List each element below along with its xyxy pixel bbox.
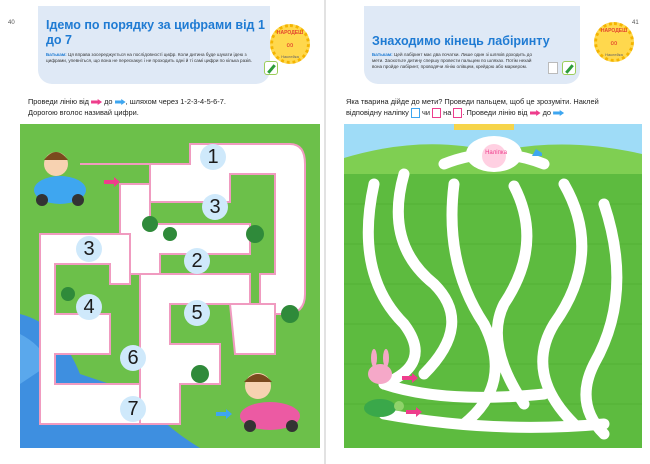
maze-number-6: 6 [120, 345, 146, 371]
sticker-small-icon [411, 108, 420, 118]
left-page-title: Ідемо по порядку за цифрами від 1 до 7 [46, 18, 265, 47]
sticker-badge-right[interactable] [594, 22, 634, 62]
goal-sticker-label: Наліпка [485, 150, 507, 156]
sticker-icon [548, 62, 558, 74]
right-page-title: Знаходимо кінець лабіринту [372, 34, 550, 48]
note-label: Батькам: [372, 52, 393, 57]
sticker-badge-left[interactable] [270, 24, 310, 64]
goal-banner [454, 124, 514, 130]
blue-arrow-icon [553, 110, 564, 116]
instr-text: чи [422, 108, 430, 117]
right-instruction [346, 96, 644, 118]
badge-title: НАРОДЕШ [600, 28, 628, 34]
maze-number-4: 4 [76, 294, 102, 320]
note-text: Ця вправа зосереджується на послідовності цифр. Коли дитина буде шукати ідею з цифрами, упевніться, що вона не перескакує і не проходить одні й ті самі цифри по кілька разів. [46, 52, 252, 63]
goal-sticker-spot[interactable] [482, 144, 506, 168]
glasses-icon: ∞ [286, 40, 294, 51]
note-text: Цей лабіринт має два початки. Лише один зі шляхів доходить до мети. Заохотьте дитину спершу провести пальцем по шляхах. Потім нехай вона пройде лабіринт, проводячи лінію олівцем, крейдою або маркером. [372, 52, 533, 69]
note-label: Батькам: [46, 52, 67, 57]
left-header-panel [38, 6, 270, 84]
page-number-left: 40 [8, 20, 15, 26]
instr-text: відповідну наліпку [346, 108, 409, 117]
instr-text: Яка тварина дійде до мети? Проведи пальцем, щоб це зрозуміти. Наклей [346, 97, 599, 106]
maze-number-5: 5 [184, 300, 210, 326]
instr-text: , шляхом через 1-2-3-4-5-6-7. [125, 97, 226, 106]
pencil-icon [562, 61, 576, 75]
instr-text: до [542, 108, 552, 117]
instr-text: . Проведи лінію від [462, 108, 528, 117]
left-instruction [28, 96, 226, 118]
blue-arrow-icon [115, 99, 126, 105]
maze-number-3b: 3 [76, 236, 102, 262]
badge-sub: Наклейка [605, 52, 623, 57]
instr-text: Дорогою вголос називай цифри. [28, 108, 139, 117]
pencil-icon [264, 61, 278, 75]
instr-text: Проведи лінію від [28, 97, 89, 106]
badge-title: НАРОДЕШ [276, 30, 304, 36]
pink-arrow-icon [530, 110, 541, 116]
maze-number-1: 1 [200, 144, 226, 170]
number-maze-illustration[interactable] [20, 124, 320, 448]
page-number-right: 41 [632, 20, 639, 26]
pink-arrow-icon [91, 99, 102, 105]
instr-text: на [443, 108, 452, 117]
maze-number-7: 7 [120, 396, 146, 422]
glasses-icon: ∞ [610, 38, 618, 49]
instr-text: до [104, 97, 113, 106]
left-page [0, 0, 324, 464]
maze-number-3a: 3 [202, 194, 228, 220]
right-parent-note [372, 52, 540, 70]
maze-number-2: 2 [184, 248, 210, 274]
badge-sub: Наклейка [281, 54, 299, 59]
right-page [326, 0, 650, 464]
sticker-small-icon [432, 108, 441, 118]
left-parent-note [46, 52, 256, 64]
labyrinth-illustration[interactable] [344, 124, 642, 448]
right-header-panel [364, 6, 580, 84]
